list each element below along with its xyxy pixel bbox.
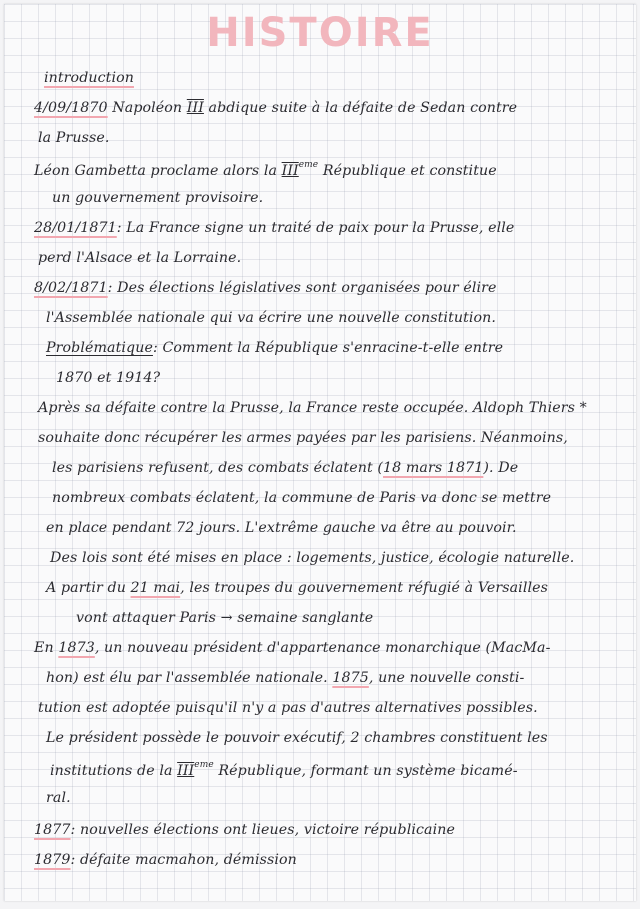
roman-numeral: III: [186, 100, 204, 116]
text-span: ral.: [46, 790, 71, 806]
text-span: En: [34, 640, 59, 656]
date-highlight: 28/01/1871: [34, 220, 117, 236]
text-line: [46, 520, 517, 536]
text-span: l'Assemblée nationale qui va écrire une nouvelle constitution.: [46, 310, 497, 326]
text-span: , une nouvelle consti-: [368, 670, 525, 686]
text-span: tution est adoptée puisqu'il n'y a pas d'autres alternatives possibles.: [38, 700, 538, 716]
date-highlight: 21 mai: [130, 580, 181, 596]
text-line: [52, 460, 518, 476]
text-line: [34, 852, 297, 868]
text-span: vont attaquer Paris → semaine sanglante: [76, 610, 374, 626]
roman-numeral: III: [281, 163, 299, 179]
text-span: République et constitue: [318, 163, 497, 179]
date-highlight: 18 mars 1871: [383, 460, 484, 476]
text-line: [52, 190, 263, 206]
text-span: la Prusse.: [38, 130, 110, 146]
text-span: abdique suite à la défaite de Sedan contre: [203, 100, 518, 116]
text-span: : Des élections législatives sont organisées pour élire: [107, 280, 497, 296]
text-line: [34, 100, 517, 116]
text-span: les parisiens refusent, des combats éclatent (: [52, 460, 383, 476]
text-span: A partir du: [46, 580, 131, 596]
text-line: [50, 550, 574, 566]
text-line: [46, 340, 503, 356]
text-line: [38, 400, 587, 416]
date-highlight: 1877: [34, 822, 71, 838]
notebook-page: [4, 4, 636, 901]
text-line: [38, 130, 109, 146]
text-span: ). De: [483, 460, 519, 476]
text-line: [34, 160, 497, 179]
superscript: eme: [194, 760, 214, 770]
text-line: [46, 790, 71, 806]
text-line: [56, 370, 160, 386]
text-line: [52, 490, 551, 506]
text-span: Après sa défaite contre la Prusse, la France reste occupée. Aldoph Thiers *: [38, 400, 587, 416]
superscript: eme: [298, 160, 319, 170]
text-span: : défaite macmahon, démission: [70, 852, 297, 868]
text-span: un gouvernement provisoire.: [52, 190, 264, 206]
text-line: [38, 250, 241, 266]
text-span: souhaite donc récupérer les armes payées par les parisiens. Néanmoins,: [38, 430, 568, 446]
text-span: perd l'Alsace et la Lorraine.: [38, 250, 242, 266]
text-span: nombreux combats éclatent, la commune de Paris va donc se mettre: [52, 490, 552, 506]
text-line: [38, 430, 568, 446]
date-highlight: 1873: [58, 640, 95, 656]
intro-label: introduction: [44, 70, 134, 86]
text-line: [50, 760, 518, 779]
text-span: : La France signe un traité de paix pour la Prusse, elle: [116, 220, 515, 236]
text-span: institutions de la: [50, 763, 178, 779]
text-span: Léon Gambetta proclame alors la: [34, 163, 282, 179]
page-title: HISTOIRE: [206, 10, 434, 56]
text-line: [46, 730, 548, 746]
text-span: Des lois sont été mises en place : logements, justice, écologie naturelle.: [50, 550, 575, 566]
text-span: 1870 et 1914?: [56, 370, 161, 386]
text-span: , un nouveau président d'appartenance monarchique (MacMa-: [94, 640, 551, 656]
text-line: [34, 280, 497, 296]
text-line: [46, 670, 524, 686]
text-span: hon) est élu par l'assemblée nationale.: [46, 670, 333, 686]
text-line: [34, 640, 550, 656]
text-span: , les troupes du gouvernement réfugié à Versailles: [180, 580, 548, 596]
text-span: : nouvelles élections ont lieues, victoire républicaine: [70, 822, 455, 838]
text-span: République, formant un système bicamé-: [213, 763, 518, 779]
text-span: Napoléon: [107, 100, 187, 116]
text-line: [34, 220, 514, 236]
roman-numeral: III: [177, 763, 195, 779]
text-span: : Comment la République s'enracine-t-elle entre: [152, 340, 504, 356]
text-line: [46, 310, 496, 326]
text-span: en place pendant 72 jours. L'extrême gauche va être au pouvoir.: [46, 520, 517, 536]
text-line: [46, 580, 548, 596]
text-line: [76, 610, 373, 626]
problematique-label: Problématique: [46, 340, 153, 356]
text-line: [34, 822, 455, 838]
date-highlight: 8/02/1871: [34, 280, 108, 296]
section-introduction: [44, 70, 134, 86]
text-span: Le président possède le pouvoir exécutif, 2 chambres constituent les: [46, 730, 548, 746]
date-highlight: 1879: [34, 852, 71, 868]
date-highlight: 1875: [332, 670, 369, 686]
date-highlight: 4/09/1870: [34, 100, 108, 116]
text-line: [38, 700, 538, 716]
